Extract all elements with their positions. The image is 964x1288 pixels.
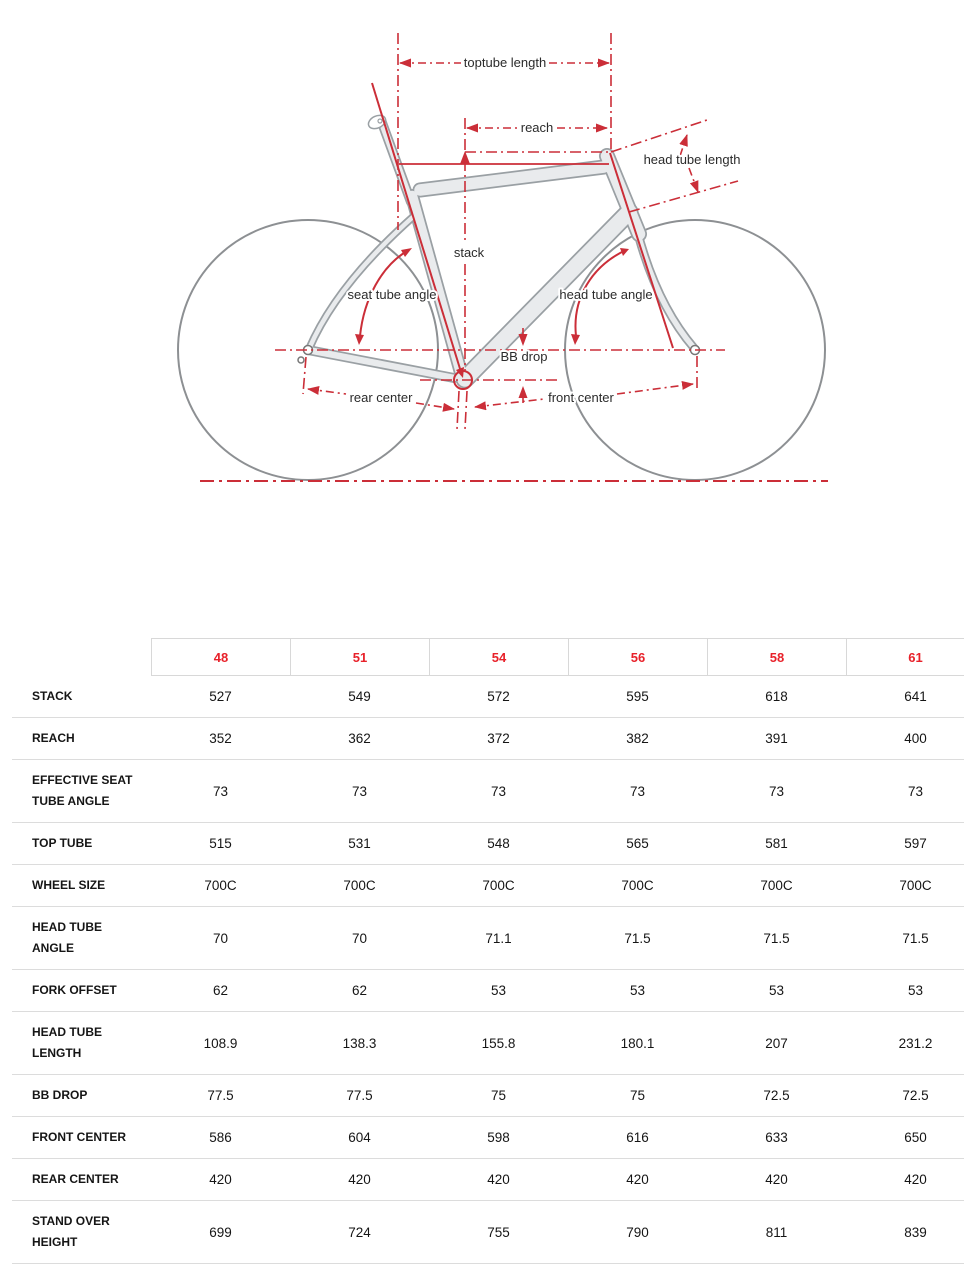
construction-lines <box>200 33 828 481</box>
cell-value: 180.1 <box>620 1035 655 1051</box>
rear-derailleur-hanger <box>298 357 304 363</box>
cell-value: 75 <box>490 1088 507 1103</box>
row-label: STAND OVER HEIGHT <box>32 1214 110 1249</box>
cell-value: 597 <box>904 836 927 851</box>
cell-value: 616 <box>626 1130 649 1145</box>
seat-tube-angle-label: seat tube angle <box>347 287 437 302</box>
table-row <box>12 970 964 1012</box>
cell-value: 595 <box>626 689 649 704</box>
cell-value: 62 <box>351 983 368 998</box>
cell-value: 53 <box>907 983 924 998</box>
cell-value: 73 <box>629 783 646 799</box>
cell-value: 790 <box>626 1224 649 1240</box>
cell-value: 604 <box>348 1130 371 1145</box>
cell-value: 420 <box>348 1172 371 1187</box>
cell-value: 71.1 <box>485 930 512 946</box>
cell-value: 515 <box>209 836 232 851</box>
row-label: REACH <box>32 731 75 745</box>
cell-value: 839 <box>904 1224 927 1240</box>
cell-value: 77.5 <box>346 1088 373 1103</box>
bike-geometry-diagram <box>0 0 964 540</box>
cell-value: 382 <box>626 731 649 746</box>
row-label: REAR CENTER <box>32 1172 119 1186</box>
row-label: WHEEL SIZE <box>32 878 106 892</box>
cell-value: 71.5 <box>624 930 651 946</box>
cell-value: 586 <box>209 1130 232 1145</box>
head-tube-length-label: head tube length <box>643 152 741 167</box>
toptube-length-label: toptube length <box>463 55 547 70</box>
row-label: TOP TUBE <box>32 836 93 850</box>
stack-label: stack <box>453 245 485 260</box>
column-header-58: 58 <box>707 638 846 676</box>
cell-value: 700C <box>621 878 654 893</box>
cell-value: 73 <box>490 783 507 799</box>
cell-value: 352 <box>209 731 232 746</box>
cell-value: 70 <box>212 930 229 946</box>
cell-value: 155.8 <box>481 1035 516 1051</box>
cell-value: 72.5 <box>763 1088 790 1103</box>
table-row <box>12 907 964 970</box>
cell-value: 548 <box>487 836 510 851</box>
cell-value: 138.3 <box>342 1035 377 1051</box>
cell-value: 53 <box>629 983 646 998</box>
cell-value: 572 <box>487 689 510 704</box>
cell-value: 231.2 <box>898 1035 933 1051</box>
reach-label: reach <box>520 120 554 135</box>
cell-value: 420 <box>626 1172 649 1187</box>
cell-value: 700C <box>760 878 793 893</box>
cell-value: 108.9 <box>203 1035 238 1051</box>
cell-value: 699 <box>209 1224 232 1240</box>
column-header-48: 48 <box>151 638 290 676</box>
cell-value: 641 <box>904 689 927 704</box>
column-header-61: 61 <box>846 638 964 676</box>
cell-value: 70 <box>351 930 368 946</box>
cell-value: 73 <box>907 783 924 799</box>
rear-center-label: rear center <box>349 390 413 405</box>
cell-value: 581 <box>765 836 788 851</box>
table-row <box>12 718 964 760</box>
row-label: HEAD TUBE ANGLE <box>32 920 103 955</box>
cell-value: 72.5 <box>902 1088 929 1103</box>
cell-value: 75 <box>629 1088 646 1103</box>
cell-value: 71.5 <box>763 930 790 946</box>
head-tube-angle-label: head tube angle <box>559 287 653 302</box>
cell-value: 207 <box>765 1035 788 1051</box>
cell-value: 755 <box>487 1224 510 1240</box>
cell-value: 53 <box>768 983 785 998</box>
cell-value: 618 <box>765 689 788 704</box>
table-row <box>12 760 964 823</box>
cell-value: 420 <box>487 1172 510 1187</box>
row-label: BB DROP <box>32 1088 88 1102</box>
cell-value: 62 <box>212 983 229 998</box>
table-header-row <box>12 638 964 676</box>
cell-value: 650 <box>904 1130 927 1145</box>
row-label: HEAD TUBE LENGTH <box>32 1025 103 1060</box>
cell-value: 700C <box>899 878 932 893</box>
table-row <box>12 676 964 718</box>
cell-value: 598 <box>487 1130 510 1145</box>
table-row <box>12 865 964 907</box>
cell-value: 700C <box>482 878 515 893</box>
cell-value: 531 <box>348 836 371 851</box>
geometry-table <box>12 638 964 1264</box>
table-row <box>12 1201 964 1264</box>
front-center-label: front center <box>548 390 614 405</box>
cell-value: 71.5 <box>902 930 929 946</box>
cell-value: 372 <box>487 731 510 746</box>
column-header-51: 51 <box>290 638 429 676</box>
cell-value: 420 <box>209 1172 232 1187</box>
cell-value: 700C <box>204 878 237 893</box>
cell-value: 73 <box>212 783 229 799</box>
table-row <box>12 1117 964 1159</box>
table-row <box>12 823 964 865</box>
cell-value: 362 <box>348 731 371 746</box>
cell-value: 811 <box>765 1224 788 1240</box>
row-label: STACK <box>32 689 73 703</box>
seat-tube-axis-line <box>372 83 461 372</box>
cell-value: 527 <box>209 689 232 704</box>
cell-value: 724 <box>348 1224 371 1240</box>
frame-fill <box>308 120 694 380</box>
cell-value: 420 <box>904 1172 927 1187</box>
cell-value: 77.5 <box>207 1088 234 1103</box>
cell-value: 700C <box>343 878 376 893</box>
cell-value: 633 <box>765 1130 788 1145</box>
cell-value: 400 <box>904 731 927 746</box>
bb-drop-label: BB drop <box>500 349 548 364</box>
row-label: EFFECTIVE SEAT TUBE ANGLE <box>32 773 133 808</box>
column-header-56: 56 <box>568 638 707 676</box>
cell-value: 391 <box>765 731 788 746</box>
cell-value: 73 <box>351 783 368 799</box>
cell-value: 549 <box>348 689 371 704</box>
cell-value: 420 <box>765 1172 788 1187</box>
column-header-54: 54 <box>429 638 568 676</box>
row-label: FRONT CENTER <box>32 1130 126 1144</box>
cell-value: 53 <box>490 983 507 998</box>
cell-value: 73 <box>768 783 785 799</box>
table-row <box>12 1159 964 1201</box>
head-tube-axis-line <box>610 153 673 348</box>
cell-value: 565 <box>626 836 649 851</box>
table-row <box>12 1012 964 1075</box>
table-row <box>12 1075 964 1117</box>
row-label: FORK OFFSET <box>32 983 117 997</box>
